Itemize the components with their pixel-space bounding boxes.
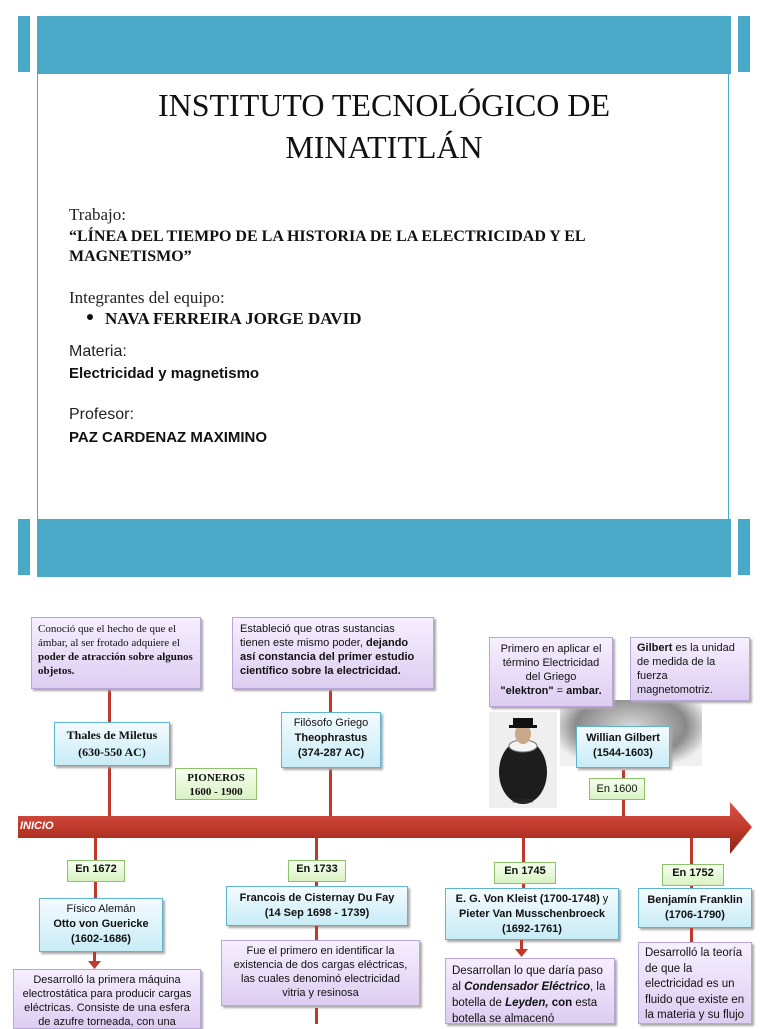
timeline-arrow [18, 800, 752, 856]
guericke-name-box: Físico Alemán Otto von Guericke (1602-1686) [39, 898, 163, 952]
cover-title [37, 84, 731, 168]
thales-description: Conoció que el hecho de que el ámbar, al ser frotado adquiere el poder de atracción sobre algunos objetos. [31, 617, 201, 689]
connector-franklin-1 [690, 838, 693, 864]
theophrastus-name-box: Filósofo Griego Theophrastus (374-287 AC) [281, 712, 381, 768]
guericke-year-badge: En 1672 [67, 860, 125, 882]
theophrastus-description: Estableció que otras sustancias tienen este mismo poder, dejando así constancia del primer estudio científico sobre la electricidad. [232, 617, 434, 689]
thales-name-box: Thales de Miletus (630-550 AC) [54, 722, 170, 766]
cover-band-top-right [738, 16, 750, 72]
gilbert-description-1: Primero en aplicar el término Electricidad del Griego "elektron" = ambar. [489, 637, 613, 707]
cover-band-bottom [37, 519, 731, 577]
connector-guericke-1 [94, 838, 97, 860]
cover-title-line1: INSTITUTO TECNOLÓGICO DE [157, 87, 611, 123]
integrante-item: NAVA FERREIRA JORGE DAVID [105, 309, 362, 328]
bullet-icon [87, 314, 93, 320]
gilbert-description-2: Gilbert es la unidad de medida de la fuerza magnetomotriz. [630, 637, 750, 701]
pioneros-box: PIONEROS 1600 - 1900 [175, 768, 257, 800]
trabajo-value-line1: “LÍNEA DEL TIEMPO DE LA HISTORIA DE LA ELECTRICIDAD Y EL [69, 228, 586, 245]
connector-franklin-3 [690, 928, 693, 942]
cover-band-top-left [18, 16, 30, 72]
connector-kleist-1 [522, 838, 525, 862]
gilbert-name-box: Willian Gilbert (1544-1603) [576, 726, 670, 768]
connector-dufay-3 [315, 926, 318, 940]
connector-dufay-4 [315, 1008, 318, 1024]
dufay-year-badge: En 1733 [288, 860, 346, 882]
connector-guericke-2 [94, 882, 97, 898]
profesor-value: PAZ CARDENAZ MAXIMINO [69, 429, 268, 446]
cover-title-line2: MINATITLÁN [285, 129, 483, 165]
franklin-description: Desarrolló la teoría de que la electricidad es un fluido que existe en la materia y su flujo [638, 942, 752, 1024]
kleist-name-box: E. G. Von Kleist (1700-1748) y Pieter Van Musschenbroeck (1692-1761) [445, 888, 619, 940]
materia-label: Materia: [69, 343, 127, 360]
kleist-year-badge: En 1745 [494, 862, 556, 884]
trabajo-label: Trabajo: [69, 205, 126, 224]
dufay-name-box: Francois de Cisternay Du Fay (14 Sep 1698 - 1739) [226, 886, 408, 926]
inicio-label: INICIO [20, 820, 54, 832]
gilbert-portrait-image [489, 712, 557, 808]
dufay-description: Fue el primero en identificar la existencia de dos cargas eléctricas, las cuales denominó electricidad vitria y resinosa [221, 940, 420, 1006]
guericke-description: Desarrolló la primera máquina electrostática para producir cargas eléctricas. Consiste de una esfera de azufre torneada, con una [13, 969, 201, 1029]
connector-theo-top [329, 690, 332, 714]
connector-dufay-1 [315, 838, 318, 860]
franklin-name-box: Benjamín Franklin (1706-1790) [638, 888, 752, 928]
cover-band-bottom-left [18, 519, 30, 575]
franklin-year-badge: En 1752 [662, 864, 724, 886]
cover-band-bottom-right [738, 519, 750, 575]
trabajo-value-line2: MAGNETISMO” [69, 248, 192, 265]
connector-thales-top [108, 688, 111, 724]
gilbert-year-badge: En 1600 [589, 778, 645, 800]
arrow-down-icon [515, 940, 529, 958]
integrantes-label: Integrantes del equipo: [69, 288, 225, 307]
kleist-description: Desarrollan lo que daría paso al Condensador Eléctrico, la botella de Leyden, con esta botella se almacenó [445, 958, 615, 1024]
profesor-label: Profesor: [69, 406, 134, 423]
svg-text:GILBERT: GILBERT [512, 799, 534, 805]
materia-value: Electricidad y magnetismo [69, 365, 260, 382]
arrow-down-icon [88, 952, 102, 970]
